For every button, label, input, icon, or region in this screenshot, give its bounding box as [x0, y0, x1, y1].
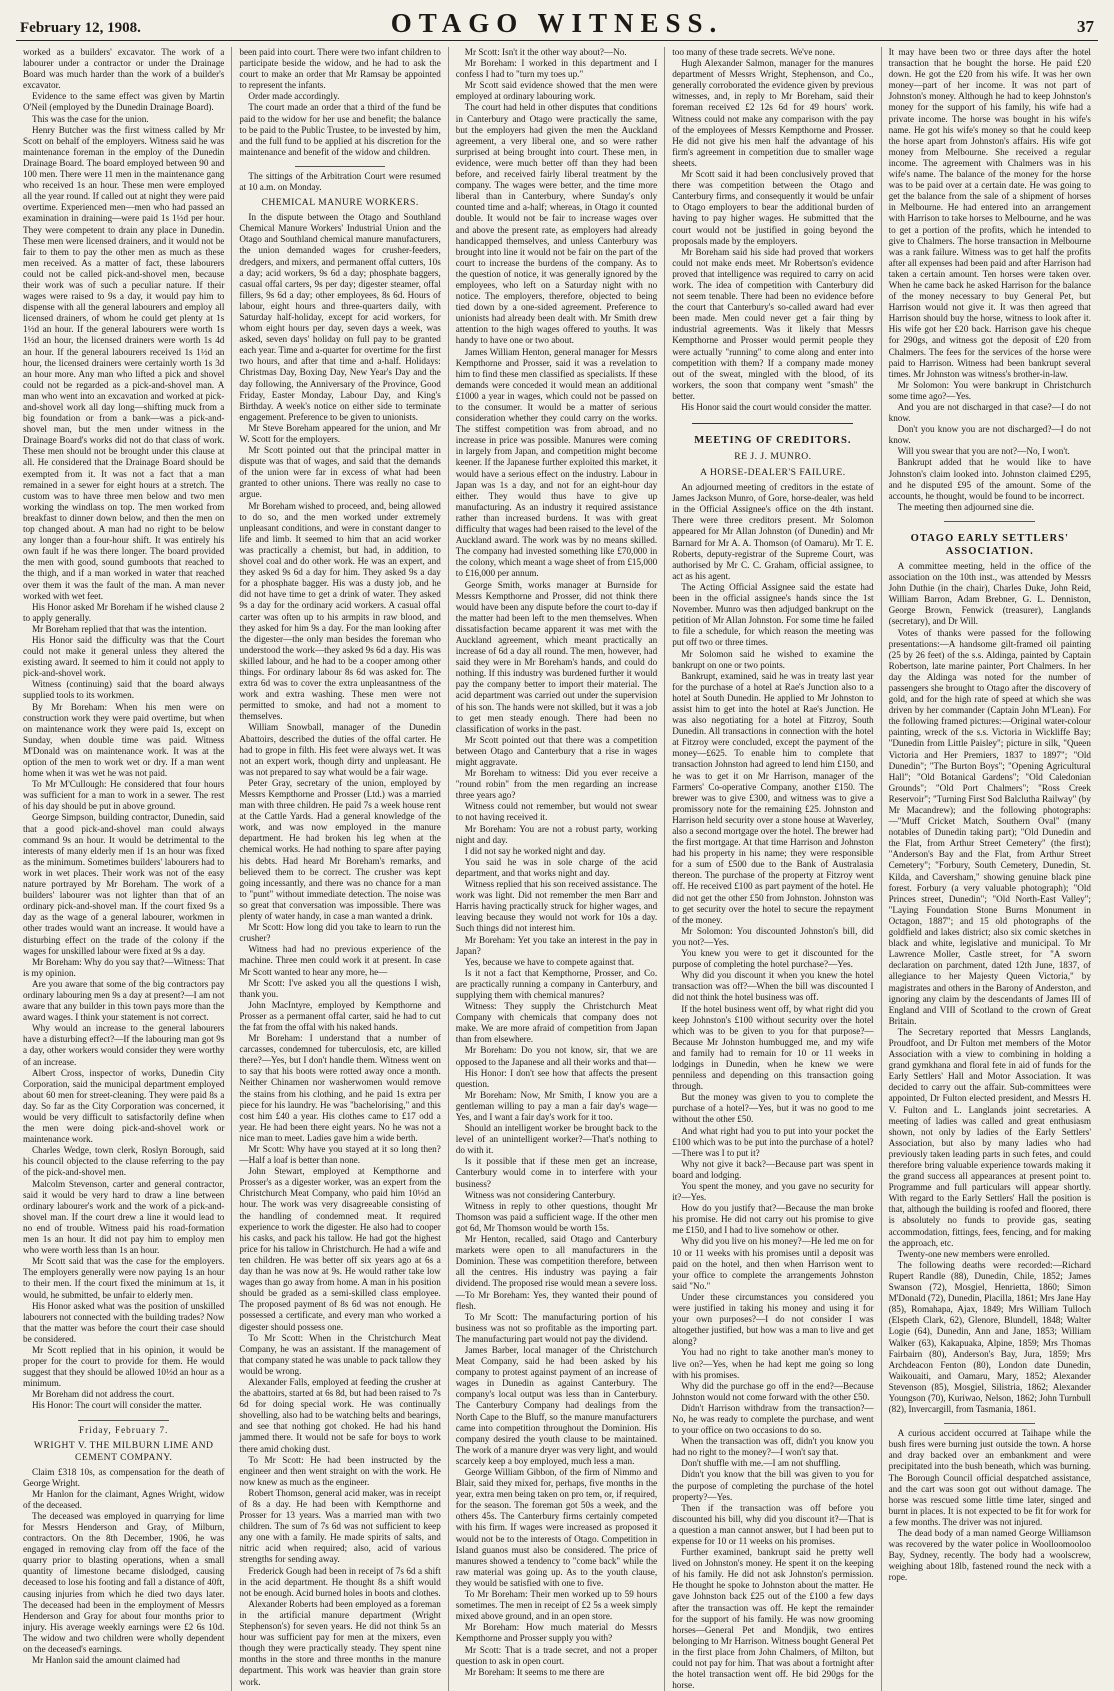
paragraph: Charles Wedge, town clerk, Roslyn Borough, said his council objected to the clause referring to the pay of the pick-and-shovel men. [23, 1145, 225, 1178]
paragraph: An adjourned meeting of creditors in the estate of James Jackson Munro, of Gore, horse-dealer, was held in the Official Assignee's office on the 4th instant. There were three creditors present. Mr Solomon appeared for Mr Allan Johnston (of Dunedin) and Mr Barnard for Mr A. A. Thomson (of Oamaru). Mr T. E. Roberts, deputy-registrar of the Supreme Court, was authorised by Mr C. C. Graham, official assignee, to act as his agent. [672, 482, 874, 581]
paragraph: John MacIntyre, employed by Kempthorne and Prosser as a permanent offal carter, said he had to cut the fat from the offal with his naked hands. [239, 999, 441, 1032]
paragraph: Twenty-one new members were enrolled. [897, 1248, 1050, 1259]
paragraph: Should an intelligent worker be brought back to the level of an unintelligent worker?—That's nothing to do with it. [455, 1123, 658, 1156]
paragraph: Mr Boreham said his side had proved that workers could not make ends meet. Mr Robertson's evidence proved that intelligence was required to carry on acid work. The idea of competition with Canterbury did not seem tenable. There had been no evidence before the court that Canterbury's so-called award had ever been made. Men could never get a fair thing by industrial agreements. Was it likely that Messrs Kempthorne and Prosser would permit people they were actually "running" to come along and enter into competition with them? If a company made money out of the sweat, mingled with the blood, of its workers, the soon that company went "smash" the better. [672, 246, 874, 401]
paragraph: John Stewart, employed at Kempthorne and Prosser's as a digester worker, was an expert from the Christchurch Meat Company, who paid him 10½d an hour. The work was very disagreeable consisting of the handling of condemned meat. It required experience to work the digester. He also had to cooper his casks, and pack his tallow. He had got the highest price for his tallow in Christchurch. He had a wife and ten children. He was better off six years ago at 6s a day than he was now at 9s. He would rather take low wages than go away from home. A man in his position should be graded as a semi-skilled class employee. The proposed payment of 8s 6d was not enough. He possessed a certificate, and every man who worked a digester should possess one. [239, 1166, 441, 1332]
paragraph: The Acting Official Assignee said the estate had been in the official assignee's hands since the 1st November. Munro was then adjudged bankrupt on the petition of Mr Allan Johnston. For some time he failed to file a schedule, for which reason the meeting was put off two or three times. [672, 581, 874, 648]
paragraph: And you are not discharged in that case?—I do not know. [888, 402, 1091, 424]
section-heading: MEETING OF CREDITORS. [694, 435, 852, 447]
paragraph: A committee meeting, held in the office of the association on the 10th inst., was attended by Messrs John Duthie (in the chair), Charles Duke, John Reid, William Barron, Adam Brebner, G. L. Denniston, George Brown, Fenwick (treasurer), Langlands (secretary), and Dr Will. [888, 560, 1091, 627]
column-1 [16, 47, 232, 1691]
divider [944, 521, 1035, 522]
paragraph: I did not say he worked night and day. [464, 845, 606, 856]
masthead-title: OTAGO WITNESS. [390, 8, 724, 38]
paragraph: Is it possible that if these men get an increase, Canterbury would come in to interfere with your business? [455, 1156, 658, 1189]
paragraph: Mr Scott pointed out that the principal matter in dispute was that of wages, and said that the demands of the union were far in excess of what had been granted to other unions. There was really no case to argue. [239, 445, 441, 500]
paragraph: His Honor asked Mr Boreham if he wished clause 2 to apply generally. [23, 601, 225, 623]
paragraph: Mr Boreham: How much material do Messrs Kempthorne and Prosser supply you with? [455, 1622, 658, 1644]
paragraph: The dead body of a man named George Williamson was recovered by the water police in Woolloomooloo Bay, Sydney, recently. The body had a woolscrew, weighing about 18lb, fastened round the neck with a rope. [888, 1528, 1091, 1583]
paragraph: To Mr M'Cullough: He considered that four hours was sufficient for a man to work in a sewer. The rest of his day should be put in above ground. [23, 779, 225, 812]
paragraph: been paid into court. There were two infant children to participate beside the widow, and he had to ask the court to make an order that Mr Ramsay be appointed to represent the infants. [239, 47, 441, 91]
paragraph: worked as a builders' excavator. The work of a labourer under a contractor or under the Drainage Board was much harder than the work of a builder's excavator. [23, 47, 225, 91]
paragraph: Mr Solomon: You discounted Johnston's bill, did you not?—Yes. [672, 925, 874, 947]
paragraph: You spent the money, and you gave no security for it?—Yes. [672, 1181, 874, 1203]
paragraph: Mr Boreham: I understand that a number of carcasses, condemned for tuberculosis, etc, are killed there?—Yes, but I don't handle them. Witness went on to say that his boots were rotted away once a month. Neither Chinamen nor washerwomen would remove the stains from his clothing, and he paid 1s extra per piece for his laundry. He was "bachelorising," and this cost him £40 a year. His clothes came to £17 odd a year. He had been there eight years. No he was not a nice man to meet. Ladies gave him a wide berth. [239, 1033, 441, 1143]
column-2 [232, 47, 448, 1691]
section-heading: OTAGO EARLY SETTLERS' ASSOCIATION. [910, 532, 1069, 557]
divider [692, 423, 853, 424]
paragraph: The following deaths were recorded:—Richard Rupert Randle (88), Dunedin, Chile, 1852; James Swanson (72), Mosgiel, Henrietta, 1860; Simon M'Donald (72), Dunedin, Placilla, 1861; Mrs Jane Hay (85), Romahapa, Ajax, 1849; Mrs William Tulloch (Elspeth Clark, 62), Glenore, Blundell, 1848; Walter Logie (64), Dunedin, Ann and Jane, 1853; William Walker (63), Kakapuaka, Alpine, 1859; Mrs Thomas Fairbairn (80), Anderson's Bay, Jura, 1859; Mrs Archdeacon Fenton (80), London date Dunedin, Waikouaiti, and Oamaru, Mary, 1852; Alexander Stevenson (85), Mosgiel, Silistria, 1862; Alexander Youngson (70), Kuriwao, Nelson, 1862; John Turnbull (82), Invercargill, from Tasmania, 1861. [888, 1259, 1091, 1415]
paragraph: Are you aware that some of the big contractors pay ordinary labouring men 9s a day at present?—I am not aware that any builder in this town pays more than the award wages. I think your statement is not correct. [23, 978, 225, 1023]
paragraph: To Mr Scott: The manufacturing portion of his business was not so profitable as the importing part. The manufacturing part would not pay the dividend. [455, 1311, 658, 1344]
paragraph: Votes of thanks were passed for the following presentations:—A handsome gilt-framed oil painting (25 by 26 feet) of the s.s. Aldinga, painted by Captain Robertson, late marine painter, Port Chalmers. In her day the Aldinga was noted for the number of passengers she brought to Otago after the discovery of gold, and for the high rate of speed at which she was driven by her commander (Captain John M'Lean). For the following framed pictures:—Original water-colour painting, wreck of the s.s. Victoria in Wickliffe Bay; "Dunedin from Little Paisley"; picture in silk, "Queen Victoria and Her Premiers, 1837 to 1897"; "Old Dunedin"; "The Burton Boys"; "Opening Agricultural Hall"; "Old Botanical Gardens"; "Old Caledonian Grounds"; "Old Port Chalmers"; "Ross Creek Reservoir"; "Turning First Sod Balclutha Railway" (by Mr Macandrew); and the following photographs:—"Muff Cricket Match, Southern Oval" (many notables of Dunedin taking part); "Old Dunedin and the Flat, from Arthur Street Cemetery" (the first); "Anderson's Bay and the Flat, from Arthur Street Cemetery"; "Forbury, South Cemetery, Dunedin, St. Kilda, and Caversham," showing genuine black pine forest. Forbury (a very valuable photograph); "Old Princes street, Dunedin"; "Old North-East Valley"; "Laying Foundation Stone Burns Monument in Octagon, 1887"; and 15 old photographs of the goldfield and lakes district; also six comic sketches in black and white, legislative and municipal. To Mr Lawrence Moller, Castle street, for "A sworn declaration on parchment, dated 12th June, 1837, of allegiance to her Majesty Queen Victoria," by magistrates and others in the Barony of Anderston, and ignoring any claim by the descendants of James III of England and VIII of Scotland to the crown of Great Britain. [888, 627, 1091, 1026]
paragraph: Witness was not considering Canterbury. [464, 1189, 616, 1200]
paragraph: The sittings of the Arbitration Court were resumed at 10 a.m. on Monday. [239, 170, 441, 193]
paragraph: The court made an order that a third of the fund be paid to the widow for her use and benefit; the balance to be paid to the Public Trustee, to be invested by him, and the full fund to be applied at his discretion for the maintenance and benefit of the widow and children. [239, 102, 441, 157]
section-date-heading: Friday, February 7. [79, 1424, 169, 1435]
paragraph: Alexander Falls, employed at feeding the crusher at the abattoirs, started at 6s 8d, but had been raised to 7s 6d for doing special work. He was continually shovelling, also had to be watching belts and bearings, and see that nothing got choked. He had his hand jammed there. It would not be safe for boys to work there amid choking dust. [239, 1376, 441, 1454]
divider [944, 1423, 1035, 1424]
paragraph: When the transaction was off, didn't you know you had no right to the money?—I won't say that. [672, 1436, 874, 1458]
paragraph: Claim £318 10s, as compensation for the death of George Wright. [23, 1466, 225, 1488]
paragraph: His Honor: I don't see how that affects the present question. [455, 1067, 658, 1089]
paragraph: Then if the transaction was off before you discounted his bill, why did you discount it?—That is a question a man cannot answer, but I had been put to expense for 10 or 11 weeks on his promises. [672, 1502, 874, 1546]
paragraph: Order made accordingly. [248, 91, 340, 102]
paragraph: Hugh Alexander Salmon, manager for the manures department of Messrs Wright, Stephenson, and Co., generally corroborated the evidence given by previous witnesses, and, in reply to Mr Boreham, said their foreman received £2 12s 6d for 49 hours' work. Witness could not make any comparison with the pay of the employees of Messrs Kempthorne and Prosser. He did not give his men half the advantage of his firm's agreement in competition due to smaller wage sheets. [672, 58, 874, 168]
paragraph: A curious accident occurred at Taihape while the bush fires were burning just outside the town. A horse and dray backed over an embankment and were precipitated into the bush beneath, which was burning. The Borough Council official despatched assistance, and the cart was soon got out without damage. The horse was rescued some little time later, singed and burnt in places. It is not expected to be fit for work for a few months. The driver was not injured. [888, 1428, 1091, 1527]
paragraph: Bankrupt, examined, said he was in treaty last year for the purchase of a hotel at Rae's Junction also to a hotel at South Dunedin. He applied to Mr Johnston to assist him to get into the hotel at Rae's Junction. He was also negotiating for a hotel at Fitzroy, South Dunedin. All transactions in connection with the hotel at Fitzroy were concluded, except the payment of the money—£625. To enable him to complete that transaction Johnston had agreed to lend him £150, and he was to get it on Mr Harrison, manager of the Farmers' Co-operative Company, another £150. The brewer was to give £300, and witness was to give a promissory note for the remaining £25. Johnston and Harrison held security over a stone house at Waverley, also a second mortgage over the hotel. The brewer had the first mortgage. At that time Harrison and Johnston had his property in his name; they were responsible for a sum of £500 due to the Bank of Australasia thereon. The purchase of the property at Fitzroy went off. He received £100 as part payment of the hotel. He did not get the other £50 from Johnston. Johnston was to get security over the hotel to secure the repayment of the money. [672, 670, 874, 925]
paragraph: His Honor: The court will consider the matter. [32, 1400, 202, 1411]
paragraph: William Snowball, manager of the Dunedin Abattoirs, described the duties of the offal carter. He had to grope in filth. His feet were always wet. It was not an expert work, though dirty and unpleasant. He was not prepared to say what would be a fair wage. [239, 722, 441, 777]
paragraph: Why not give it back?—Because part was spent in board and lodging. [672, 1158, 874, 1180]
paragraph: Witness in reply to other questions, thought Mr Thomson was paid a sufficient wage. If the other men got 6d, Mr Thomson would be worth 15s. [455, 1200, 658, 1233]
paragraph: Frederick Gough had been in receipt of 7s 6d a shift in the acid department. He thought 8s a shift would not be enough. Acid burned holes in boots and clothes. [239, 1565, 441, 1598]
column-4 [665, 47, 881, 1691]
paragraph: Peter Gray, secretary of the union, employed by Messrs Kempthorne and Prosser (Ltd.) was a married man with three children. He paid 7s a week house rent at the Cattle Yards. Had a general knowledge of the work, and was now employed in the manure department. He had broken his leg when at the chemical works. He had nothing to spare after paying his debts. Had heard Mr Boreham's remarks, and believed them to be correct. The crusher was kept going incessantly, and there was no chance for a man to "punt" without immediate detection. The noise was so great that conversation was impossible. There was plenty of water handy, in case a man wanted a drink. [239, 777, 441, 922]
paragraph: Mr Scott: Isn't it the other way about?—No. [464, 47, 627, 57]
paragraph: Mr Scott pointed out that there was a competition between Otago and Canterbury that a rise in wages might aggravate. [455, 734, 658, 767]
paragraph: Mr Scott: That is a trade secret, and not a proper question to ask in open court. [455, 1644, 658, 1666]
paragraph: Mr Scott said evidence showed that the men were employed at ordinary labouring work. [455, 80, 658, 102]
paragraph: Witness could not remember, but would not swear to not having received it. [455, 801, 658, 823]
paragraph: But the money was given to you to complete the purchase of a hotel?—Yes, but it was no good to me without the other £50. [672, 1092, 874, 1125]
paragraph: Mr Boreham: Why do you say that?—Witness: That is my opinion. [23, 956, 225, 978]
paragraph: Is it not a fact that Kempthorne, Prosser, and Co. are practically running a company in Canterbury, and supplying them with chemical manures? [455, 967, 658, 1000]
paragraph: Mr Scott said that was the case for the employers. The employers generally were now paying 1s an hour to their men. If the court fixed the minimum at 1s, it would, he submitted, be unfair to elderly men. [23, 1256, 225, 1300]
paragraph: Yes, because we have to compete against that. [464, 956, 635, 967]
paragraph: Mr Henton, recalled, said Otago and Canterbury markets were open to all manufacturers in the Dominion. These was competition therefore, between all the centres. His industry was paying a fair dividend. The proposed rise would mean a severe loss.—To Mr Boreham: Yes, they wanted their pound of flesh. [455, 1234, 658, 1311]
column-5 [882, 47, 1098, 1691]
paragraph: Mr Boreham did not address the court. [32, 1389, 175, 1400]
paragraph: Under these circumstances you considered you were justified in taking his money and using it for your own purposes?—I do not consider I was altogether justified, but how was a man to live and get along? [672, 1291, 874, 1347]
paragraph: The deceased was employed in quarrying for lime for Messrs Henderson and Gray, of Milburn, contractors. On the 8th December, 1906, he was engaged in removing clay from off the face of the quarry prior to blasting operations, when a small quantity of limestone became dislodged, causing deceased to lose his footing and fall a distance of 40ft, causing injuries from which he died two days later. The deceased had been in the employment of Messrs Henderson and Gray for about four months prior to injury. His average weekly earnings were £2 6s 10d. The widow and two children were wholly dependent on the deceased's earnings. [23, 1510, 225, 1655]
paragraph: Why did the purchase go off in the end?—Because Johnston would not come forward with the other £50. [672, 1380, 874, 1402]
paragraph: Mr Boreham: Now, Mr Smith, I know you are a gentleman willing to pay a man a fair day's wage—Yes, and I want a fair day's work for it too. [455, 1089, 658, 1122]
paragraph: Alexander Roberts had been employed as a foreman in the artificial manure department (Wright Stephenson's) for seven years. He did not think 5s an hour was sufficient pay for men at the mixers, even though they were practically steady. They spent nine months in the store and three months in the manure department. This work was heavier than grain store work. [239, 1598, 441, 1687]
paragraph: You had no right to take another man's money to live on?—Yes, when he had kept me going so long with his promises. [672, 1347, 874, 1380]
paragraph: The meeting then adjourned sine die. [897, 501, 1034, 512]
paragraph: Malcolm Stevenson, carter and general contractor, said it would be very hard to draw a line between ordinary labourer's work and the work of a pick-and-shovel man. If the court drew a line it would lead to no end of trouble. Witness paid his road-formation men 1s an hour. It did not pay him to employ men who were worth less than 1s an hour. [23, 1178, 225, 1256]
section-heading: CHEMICAL MANURE WORKERS. [261, 197, 419, 209]
paragraph: Mr Scott said it had been conclusively proved that there was competition between the Otago and Canterbury firms, and consequently it would be unfair to Otago employers to bear the additional burden of having to pay higher wages. He submitted that the court would not be justified in going beyond the proposals made by the employers. [672, 169, 874, 246]
paragraph: The Secretary reported that Messrs Langlands, Proudfoot, and Dr Fulton met members of the Motor Association with a view to combining in holding a grand gymkhana and floral fete in aid of funds for the Early Settlers' Hall and Motor Association. It was decided to carry out the affair. Sub-committees were appointed, Dr Fulton elected president, and Messrs H. V. Fulton and L. Langlands joint secretaries. A meeting of ladies was called and great enthusiasm shown, not only by ladies of the Early Settlers' Association, but also by many ladies who had previously taken leading parts in such fetes, and could therefore bring valuable experience towards making it the grand success all appearances at present point to. Programme and full particulars will appear shortly. With regard to the Early Settlers' Hall the position is that, although the building is roofed and floored, there is absolutely no funds to provide gas, seating accommodation, fittings, fees, fencing, and for making the approach, etc. [888, 1026, 1091, 1248]
paragraph: Evidence to the same effect was given by Martin O'Neil (employed by the Dunedin Drainage Board). [23, 91, 225, 113]
paragraph: Mr Boreham: Do you not know, sir, that we are opposed to the Japanese and all their works and that— [455, 1045, 658, 1067]
paragraph: To Mr Scott: When in the Christchurch Meat Company, he was an assistant. If the management of that company stated he was unable to pack tallow they would be wrong. [239, 1332, 441, 1376]
paragraph: Didn't Harrison withdraw from the transaction?—No, he was ready to complete the purchase, and went to your office on two occasions to do so. [672, 1402, 874, 1436]
paragraph: His Honor said the difficulty was that the Court could not make it general unless they altered the existing award. It seemed to him it could not apply to pick-and-shovel work. [23, 634, 225, 679]
paragraph: The court had held in other disputes that conditions in Canterbury and Otago were practically the same, but the employers had given the men the Auckland agreement, a very liberal one, and so were rather surprised at being brought into court. These men, in evidence, were much better off than they had been before, and received fairly liberal treatment by the company. The wages were better, and the time more liberal than in Canterbury, where Sunday's only counted time and a-half; whereas, in Otago it counted double. It would not be fair to increase wages over and above the present rate, as employers had already handicapped themselves, and unless Canterbury was brought into line it would not be fair on the part of the court to increase the burdens of the company. As to the question of notice, it was generally ignored by the employees, who left on a Saturday night with no notice. The employers, therefore, objected to being tied down by a one-sided agreement. Preference to unionists had already been dealt with. Mr Smith drew attention to the high wages offered to youths. It was handy to have one or two about. [455, 102, 658, 346]
paragraph: Further examined, bankrupt said he pretty well lived on Johnston's money. He spent it on the keeping of his family. He did not ask Johnston's permission. He thought he spoke to Johnston about the matter. He gave Johnston back £25 out of the £100 a few days after the transaction was off. He kept the remainder for the support of his family. He was now grooming horses—General Pet and Mondjik, two entires belonging to Mr Harrison. Witness bought General Pet in the first place from John Chalmers, of Milton, but could not pay for him. That was about a fortnight after the hotel transaction went off. He bid 290gs for the horse. [672, 1547, 874, 1691]
paragraph: James Barber, local manager of the Christchurch Meat Company, said he had been asked by his company to protest against payment of an increase of wages in Dunedin as against Canterbury. The company's local output was less than in Canterbury. The Canterbury Company had dealings from the North Cape to the Bluff, so the manure manufacturers came into competition throughout the Dominion. His company desired the youth clause to be maintained. The work of a manure dryer was very light, and would scarcely keep a boy employed, much less a man. [455, 1344, 658, 1466]
divider [295, 166, 386, 167]
paragraph: too many of these trade secrets. We've none. [672, 47, 835, 57]
paragraph: Mr Hanlon said the amount claimed had [32, 1655, 180, 1666]
paragraph: Mr Boreham to witness: Did you ever receive a "round robin" from the men regarding an increase three years ago? [455, 768, 658, 801]
paragraph: Mr Scott: How long did you take to learn to run the crusher? [239, 922, 441, 944]
paragraph: By Mr Boreham: When his men were on construction work they were paid overtime, but when on maintenance work they were paid 1s, except on Sunday, when double time was paid. Witness M'Donald was on maintenance work. It was at the option of the men to work wet or dry. If a man went home when it was wet he was not paid. [23, 701, 225, 779]
paragraph: Witness (continuing) said that the board always supplied tools to its workmen. [23, 679, 225, 701]
paragraph: You said he was in sole charge of the acid department, and that works night and day. [455, 856, 658, 878]
paragraph: This was the case for the union. [32, 113, 149, 124]
paragraph: Witness replied that his son received assistance. The work was light. Did not remember the men Barr and Harris having practically struck for higher wages, and leaving because they would not work for 10s a day. Such things did not interest him. [455, 879, 658, 934]
paragraph: Mr Boreham: I worked in this department and I confess I had to "turn my toes up." [455, 58, 658, 80]
paragraph: Mr Solomon: You were bankrupt in Christchurch some time ago?—Yes. [888, 379, 1091, 401]
paragraph: Mr Steve Boreham appeared for the union, and Mr W. Scott for the employers. [239, 422, 441, 444]
paragraph: Mr Boreham wished to proceed, and, being allowed to do so, and the men worked under extremely unpleasant conditions, and were in constant danger to life and limb. It seemed to him that an acid worker was practically a chemist, but had, in addition, to shovel coal and do other work. He was an expert, and they asked 9s 6d a day for him. They asked 9s a day for a phosphate bagger. His was a dusty job, and he did not have time to get a drink of water. They asked 9s a day for the ordinary acid workers. A casual offal carter was often up to his armpits in raw blood, and they asked for him 9s a day. For the man looking after the digester—the only man besides the foreman who understood the work—they asked 9s 6d a day. His was skilled labour, and he had to be a cooper among other things. For ordinary labour 8s 6d was asked for. The extra 6d was to cover the extra unpleasantness of the work and extra washing. These men were not permitted to smoke, and had not a moment to themselves. [239, 500, 441, 722]
paragraph: Will you swear that you are not?—No, I won't. [897, 446, 1070, 457]
paragraph: Albert Cross, inspector of works, Dunedin City Corporation, said the municipal department employed about 60 men for street-cleaning. They were paid 8s a day. So far as the City Corporation was concerned, it would be very difficult to satisfactorily define when the men were doing pick-and-shovel work or maintenance work. [23, 1067, 225, 1145]
paragraph: George William Gibbon, of the firm of Nimmo and Blair, said they mixed for, perhaps, five months in the year, extra men being taken on pro tem, or, if required, for the season. The foreman got 50s a week, and the others 45s. The Canterbury firms certainly competed with his firm. If wages were increased as proposed it would not be to the interests of Otago. Competition in Island guanos must also be considered. The price of manures showed a tendency to "come back" while the raw material was going up. As to the youth clause, they would be satisfied with one to five. [455, 1467, 658, 1588]
paragraph: Mr Solomon said he wished to examine the bankrupt on one or two points. [672, 648, 874, 670]
columns [16, 47, 1098, 1691]
paragraph: Mr Scott: I've asked you all the questions I wish, thank you. [239, 977, 441, 999]
paragraph: Witness had had no previous experience of the machine. Three men could work it at present. In case Mr Scott wanted to hear any more, he— [239, 944, 441, 977]
masthead-date: February 12, 1908. [20, 20, 141, 36]
paragraph: Didn't you know that the bill was given to you for the purpose of completing the purchase of the hotel property?—Yes. [672, 1469, 874, 1502]
column-3 [449, 47, 665, 1691]
paragraph: James William Henton, general manager for Messrs Kempthorne and Prosser, said it was a revelation to him to find these men classified as specialists. If these demands were conceded it would mean an additional £1000 a year in wages, which could not be passed on to the consumer. It would be a matter of serious consideration whether they could carry on the works. The stiffest competition was from abroad, and no increase in price was possible. Manures were coming in largely from Japan, and competition might become keener. If the Japanese further exploited this market, it would have a serious effect on the industry. Labour in Japan was 1s a day, and not for an eight-hour day either. They would thus have to give up manufacturing. As an industry it required assistance rather than increased burdens. It was with great difficulty that wages had been raised to the level of the Auckland award. The work was by no means skilled. The company had invested something like £70,000 in the colony, which meant a wage sheet of from £15,000 to £16,000 per annum. [455, 346, 658, 579]
paragraph: How do you justify that?—Because the man broke his promise. He did not carry out his promise to give me £150, and I had to live somehow or other. [672, 1203, 874, 1236]
page-number: 37 [1077, 17, 1094, 36]
paragraph: Why did you discount it when you knew the hotel transaction was off?—When the bill was discounted I did not think the hotel business was off. [672, 970, 874, 1003]
case-heading: WRIGHT V. THE MILBURN LIME AND CEMENT COMPANY. [33, 1439, 214, 1463]
divider [78, 1420, 169, 1421]
paragraph: Mr Boreham: You are not a robust party, working night and day. [455, 823, 658, 845]
paragraph: Why would an increase to the general labourers have a disturbing effect?—If the labouring man got 9s a day, other workers would consider they were worthy of an increase. [23, 1023, 225, 1067]
subheading: RE J. J. MUNRO. [734, 451, 812, 463]
paragraph: George Simpson, building contractor, Dunedin, said that a good pick-and-shovel man could always command 9s an hour. It would be detrimental to the interests of many elderly men if 1s an hour was fixed as the minimum. Sometimes builders' labourers had to work in wet places. Their work was not of the easy nature portrayed by Mr Boreham. The work of a builders' labourer was not lighter than that of an ordinary pick-and-shovel man. If the court fixed 9s a day as the wage of a general labourer, workmen in other trades would want an increase. It would have a disturbing effect on the trade of the colony if the wages for unskilled labour were fixed at 9s a day. [23, 812, 225, 956]
paragraph: To Mr Boreham: Their men worked up to 59 hours sometimes. The men in receipt of £2 5s a week simply mixed above ground, and in an open store. [455, 1589, 658, 1622]
paragraph: His Honor said the court would consider the matter. [681, 402, 872, 412]
paragraph: It may have been two or three days after the hotel transaction that he bought the horse. He paid £20 down. He got the £20 from his wife. It was her own money—part of her income. It was not part of Johnston's money. Although he had to keep Johnston's money for the support of his family, his wife had a private income. The horse was bought in his wife's name. He got his wife's money so that he could keep the horse apart from Johnston's affairs. His wife got money from Melbourne. She received a regular income. The agreement with Chalmers was in his wife's name. The balance of the money for the horse was to be paid over at a certain date. He was going to get the balance from the sale of a shipment of horses in Melbourne. He had entered into an arrangement with Harrison to take horses to Melbourne, and he was to get a portion of the profits, which he intended to give to Chalmers. The horse transaction in Melbourne was a rank failure. Witness was to get half the profits after all expenses had been paid and after Harrison had taken a certain amount. Ten horses were taken over. When he came back he asked Harrison for the balance of the money necessary to buy General Pet, but Harrison would not give it. It was then agreed that Harrison should buy the horse, witness to look after it. His wife got her £20 back. Harrison gave his cheque for 290gs, and witness got the deposit of £20 from Chalmers. The fees for the services of the horse were paid to Harrison. Witness had been bankrupt several times. Mr Johnston was witness's brother-in-law. [888, 47, 1091, 379]
paragraph: Mr Scott replied that in his opinion, it would be proper for the court to provide for them. He would suggest that they should be allowed 10½d an hour as a minimum. [23, 1344, 225, 1389]
paragraph: And what right had you to put into your pocket the £100 which was to be put into the purchase of a hotel?—There was I to put it? [672, 1125, 874, 1158]
paragraph: If the hotel business went off, by what right did you keep Johnston's £100 without security over the hotel which was to be given to you for that purpose?—Because Mr Johnston humbugged me, and my wife and family had to remain for 10 or 11 weeks in lodgings in Dunedin, when he knew we were penniless and depending on this transaction going through. [672, 1003, 874, 1092]
paragraph: Mr Boreham: It seems to me there are [464, 1666, 605, 1677]
paragraph: Henry Butcher was the first witness called by Mr Scott on behalf of the employers. Witness said he was maintenance foreman in the employ of the Dunedin Drainage Board. The board employed between 90 and 100 men. There were 11 men in the maintenance gang who received 1s an hour. These men were employed all the year round. If called out at night they were paid overtime. Experienced men—men who had passed an examination in draining—were paid 1s 1½d per hour. They were competent to drain any place in Dunedin. These men were licensed drainers, and it would not be fair to them to pay the other men as much as these men received. As a matter of fact, these labourers could not be called pick-and-shovel men, because their work was of such a peculiar nature. If their wages were raised to 9s a day, it would pay him to dispense with all the general labourers and employ all licensed drainers, of whom he could get plenty at 1s 1½d an hour. If the general labourers were worth 1s 1½d an hour, the licensed drainers were worth 1s 4d an hour. If the general labourers received 1s 1½d an hour, the licensed drainers were certainly worth 1s 3d an hour more. Any man who lifted a pick and shovel could not be regarded as a pick-and-shovel man. A man who went into an excavation and worked at pick-and-shovel work all day long—shifting muck from a big foundation or from a bank—was a pick-and-shovel man, but the men under witness in the Drainage Board's works did not do that class of work. These men should not be brought under this clause at all. He considered that the Drainage Board should be exempted from it. It was not a fact that a man remained in a sewer for eight hours at a stretch. The custom was to have three men below and two men working the windlass on top. The men worked from breakfast to dinner down below, and then the men on top changed about. A man had no right to be below any longer than a four-hour shift. It was entirely his own fault if he was there longer. The board provided the men with good, sound gumboots that reached to the thigh, and if a man worked in water that reached over them it was the fault of the man. A man never worked with wet feet. [23, 124, 225, 601]
paragraph: Mr Scott: Why have you stayed at it so long then?—Half a loaf is better than none. [239, 1144, 441, 1166]
paragraph: Witness: They supply the Christchurch Meat Company with chemicals that company does not make. We are more afraid of competition from Japan than from elsewhere. [455, 1001, 658, 1045]
masthead [16, 8, 1098, 41]
paragraph: Don't you know you are not discharged?—I do not know. [888, 424, 1091, 446]
paragraph: To Mr Scott: He had been instructed by the engineer and then went straight on with the work. He now knew as much as the engineer. [239, 1454, 441, 1487]
paragraph: Bankrupt added that he would like to have Johnston's claim looked into. Johnston claimed £295, and he disputed £95 of the amount. Some of the accounts, he thought, would be found to be incorrect. [888, 457, 1091, 501]
paragraph: In the dispute between the Otago and Southland Chemical Manure Workers' Industrial Union and the Otago and Southland chemical manure manufacturers, the union demanded wages for crusher-feeders, dredgers, and mixers, and permanent offal cutters, 10s a day; acid workers, 9s 6d a day; phosphate baggers, casual offal carters, 9s per day; digester steamer, offal fillers, 9s 6d a day; other employees, 8s 6d. Hours of labour, eight hours and three-quarters daily, with Saturday half-holiday, except for acid workers, for whom eight hours per day, seven days a week, was asked, seven days' holiday on full pay to be granted each year. Time and a-quarter for overtime for the first two hours, and after that time and a-half. Holidays: Christmas Day, Boxing Day, New Year's Day and the day following, the Anniversary of the Province, Good Friday, Easter Monday, Labour Day, and King's Birthday. A week's notice on either side to terminate engagement. Preference to be given to unionists. [239, 212, 441, 422]
subheading: A HORSE-DEALER'S FAILURE. [700, 467, 846, 479]
paragraph: Robert Thomson, general acid maker, was in receipt of 8s a day. He had been with Kempthorne and Prosser for 13 years. Was a married man with two children. The sum of 7s 6d was not sufficient to keep any one with a family. He made spirits of salts, and nitric acid when required; also, acid of various strengths for sending away. [239, 1487, 441, 1565]
paragraph: Why did you live on his money?—He led me on for 10 or 11 weeks with his promises until a deposit was paid on the hotel, and then when Harrison went to your office to complete the arrangements Johnston said "No." [672, 1236, 874, 1291]
paragraph: George Smith, works manager at Burnside for Messrs Kempthorne and Prosser, did not think there would have been any dispute before the court to-day if the matter had been left to the men themselves. When dissatisfaction became apparent it was met with the Auckland agreement, which meant practically an increase of 6d a day all round. The men, however, had said they were in Mr Boreham's hands, and could do nothing. If this industry was burdened further it would pay the company better to import their material. The acid department was carried out under the supervision of his son. The hands were not skilled, but it was a job to get men steady enough. There had been no classification of works in the past. [455, 579, 658, 734]
paragraph: His Honor asked what was the position of unskilled labourers not connected with the building trades? Now that the matter was before the court their case should be considered. [23, 1300, 225, 1344]
paragraph: Mr Boreham: Yet you take an interest in the pay in Japan? [455, 934, 658, 956]
paragraph: You knew you were to get it discounted for the purpose of completing the hotel purchase?—Yes. [672, 948, 874, 970]
paragraph: Don't shuffle with me.—I am not shuffling. [681, 1458, 841, 1469]
paragraph: Mr Hanlon for the claimant, Agnes Wright, widow of the deceased. [23, 1488, 225, 1510]
paragraph: Mr Boreham replied that that was the intention. [32, 623, 207, 634]
